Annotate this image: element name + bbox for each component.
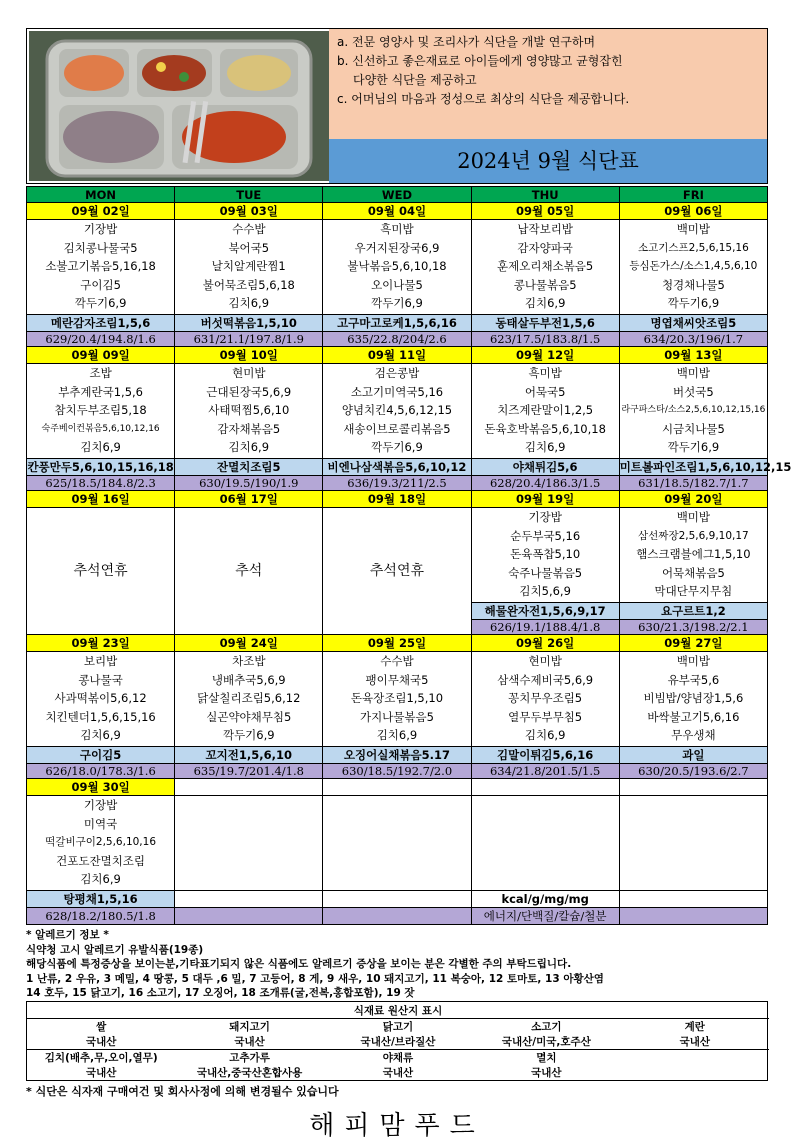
dish-item: 숙주베이컨볶음5,6,10,12,16	[41, 423, 160, 434]
dish-item: 흑미밥	[528, 366, 562, 380]
allergy-info	[26, 928, 768, 1001]
side-dish-cell: 김말이튀김5,6,16	[471, 747, 619, 764]
dish-item: 보리밥	[83, 654, 118, 668]
dish-item: 김치6,9	[376, 728, 418, 742]
page-title: 2024년 9월 식단표	[329, 139, 767, 183]
day-header-tue: TUE	[175, 187, 323, 203]
date-cell: 09월 25일	[323, 635, 471, 652]
dish-item: 등심돈가스/소스1,4,5,6,10	[629, 260, 758, 272]
dish-item: 건포도잔멸치조림	[56, 853, 146, 868]
dish-item: 현미밥	[528, 654, 562, 668]
nutrition-cell: 636/19.3/211/2.5	[323, 476, 471, 491]
dish-item: 김치6,9	[524, 728, 566, 742]
origin-table-box	[26, 1001, 768, 1081]
menu-cell	[27, 652, 175, 747]
dish-item: 근대된장국5,6,9	[206, 384, 292, 399]
allergy-heading: * 알레르기 정보 *	[26, 929, 109, 941]
intro-line-a: a. 전문 영양사 및 조리사가 식단을 개발 연구하며	[337, 35, 596, 49]
date-cell: 09월 18일	[323, 491, 471, 508]
side-dish-cell: 탕평채1,5,16	[27, 891, 175, 908]
date-cell: 09월 16일	[27, 491, 175, 508]
dish-item: 떡갈비구이2,5,6,10,16	[45, 836, 157, 848]
side-dish-cell: 과일	[619, 747, 767, 764]
dish-item: 훈제오리채소볶음5	[497, 259, 594, 273]
allergy-line-2: 해당식품에 특정증상을 보이는분,기타표기되지 않은 식품에도 알레르기 증상을 보이는 분은 각별한 주의 부탁드립니다.	[26, 958, 572, 970]
date-cell: 09월 12일	[471, 347, 619, 364]
side-dish-cell: 오징어실채볶음5.17	[323, 747, 471, 764]
menu-cell	[619, 364, 767, 459]
dish-item: 닭살칠리조림5,6,12	[197, 691, 301, 705]
side-dish-cell: 요구르트1,2	[619, 603, 767, 620]
dish-item: 소고기미역국5,16	[350, 384, 444, 399]
origin-value: 국내산	[85, 1066, 117, 1079]
intro-line-b: b. 신선하고 좋은재료로 아이들에게 영양많고 균형잡힌	[337, 54, 623, 68]
allergy-line-3: 1 난류, 2 우유, 3 메밀, 4 땅콩, 5 대두 ,6 밀, 7 고등어, 8 게, 9 새우, 10 돼지고기, 11 복숭아, 12 토마토, 13 아황산염	[26, 972, 604, 985]
origin-value: 국내산	[382, 1066, 414, 1079]
origin-item: 멸치	[472, 1049, 620, 1065]
dish-item: 유부국5,6	[667, 672, 720, 687]
dish-item: 우거지된장국6,9	[354, 240, 440, 255]
side-dish-cell: 버섯떡볶음1,5,10	[175, 315, 323, 332]
menu-cell	[619, 220, 767, 315]
origin-caption: 식재료 원산지 표시	[353, 1004, 443, 1017]
dish-item: 검은콩밥	[374, 366, 420, 380]
empty-cell	[175, 908, 323, 925]
origin-item: 김치(배추,무,오이,열무)	[27, 1049, 175, 1065]
day-header-fri: FRI	[619, 187, 767, 203]
dish-item: 김치5,6,9	[519, 584, 571, 598]
side-dish-cell: 칸풍만두5,6,10,15,16,18	[27, 460, 174, 474]
origin-item	[621, 1049, 769, 1065]
dish-item: 기장밥	[83, 798, 118, 812]
dish-item: 구이김5	[80, 277, 121, 292]
dish-item: 어묵채볶음5	[661, 565, 725, 580]
nutrition-cell: 628/20.4/186.3/1.5	[471, 476, 619, 491]
side-dish-cell: 잔멸치조림5	[175, 459, 323, 476]
dish-item: 불낙볶음5,6,10,18	[347, 259, 447, 273]
dish-item: 꽁치무우조림5	[508, 691, 583, 705]
dish-item: 기장밥	[528, 510, 562, 524]
dish-item: 비빔밥/양념장1,5,6	[643, 691, 744, 705]
dish-item: 김치6,9	[228, 296, 270, 310]
dish-item: 청경채나물5	[661, 277, 725, 292]
side-dish-cell: 명엽채씨앗조림5	[619, 315, 767, 332]
nutrition-cell: 629/20.4/194.8/1.6	[27, 332, 175, 347]
dish-item: 참치두부조림5,18	[54, 403, 147, 417]
origin-item: 계란	[621, 1018, 769, 1034]
dish-item: 깍두기6,9	[667, 440, 720, 454]
side-dish-cell: 미트볼파인조림1,5,6,10,12,15	[619, 460, 792, 474]
dish-item: 수수밥	[380, 654, 414, 668]
menu-table	[26, 186, 792, 925]
menu-cell	[175, 652, 323, 747]
dish-item: 기장밥	[83, 222, 118, 236]
date-cell: 09월 24일	[175, 635, 323, 652]
empty-cell	[619, 796, 767, 891]
allergy-line-4: 14 호두, 15 닭고기, 16 소고기, 17 오징어, 18 조개류(굴,전복,홍합포함), 19 잣	[26, 987, 415, 999]
nutrition-cell: 626/19.1/188.4/1.8	[471, 620, 619, 635]
dish-item: 수수밥	[232, 222, 266, 236]
nutrition-cell: 631/18.5/182.7/1.7	[619, 476, 767, 491]
dish-item: 치즈계란말이1,2,5	[497, 403, 594, 417]
menu-cell-thu	[471, 508, 619, 603]
date-cell: 09월 09일	[27, 347, 175, 364]
origin-value: 국내산	[531, 1066, 562, 1079]
date-cell: 09월 04일	[323, 203, 471, 220]
dish-item: 열무두부무침5	[508, 709, 583, 724]
meal-tray-illustration	[29, 31, 329, 181]
origin-item: 야채류	[324, 1049, 472, 1065]
holiday-cell: 추석	[175, 508, 323, 635]
date-cell: 09월 03일	[175, 203, 323, 220]
side-dish-cell: 야채튀김5,6	[471, 459, 619, 476]
intro-line-b2: 다양한 식단을 제공하고	[353, 73, 477, 87]
side-dish-cell: 비엔나삼색볶음5,6,10,12	[323, 459, 471, 476]
menu-cell	[619, 652, 767, 747]
date-cell: 09월 30일	[27, 779, 175, 796]
dish-item: 김치6,9	[228, 440, 270, 454]
date-cell: 09월 02일	[27, 203, 175, 220]
nutrition-cell: 631/21.1/197.8/1.9	[175, 332, 323, 347]
dish-item: 감자양파국	[517, 240, 573, 255]
menu-cell	[471, 364, 619, 459]
dish-item: 미역국	[83, 816, 118, 831]
menu-cell	[323, 364, 471, 459]
date-cell: 09월 20일	[619, 491, 767, 508]
empty-cell	[175, 796, 323, 891]
dish-item: 바싹불고기5,6,16	[647, 709, 740, 724]
origin-item: 고추가루	[175, 1049, 323, 1065]
dish-item: 냉배추국5,6,9	[211, 672, 286, 687]
dish-item: 사과떡볶이5,6,12	[54, 691, 147, 705]
origin-value: 국내산	[679, 1035, 710, 1048]
dish-item: 막대단무지무침	[654, 584, 733, 598]
date-cell: 09월 11일	[323, 347, 471, 364]
nutrition-cell: 630/20.5/193.6/2.7	[619, 764, 767, 779]
menu-cell	[175, 364, 323, 459]
dish-item: 깍두기6,9	[667, 296, 720, 310]
dish-item: 납작보리밥	[517, 222, 573, 236]
side-dish-cell: 고구마고로케1,5,6,16	[323, 315, 471, 332]
dish-item: 돈육폭찹5,10	[510, 547, 581, 561]
nutrition-cell: 630/18.5/192.7/2.0	[323, 764, 471, 779]
dish-item: 백미밥	[676, 510, 711, 524]
empty-cell	[175, 891, 323, 908]
dish-item: 김치6,9	[80, 440, 121, 454]
origin-item: 닭고기	[324, 1018, 472, 1034]
date-cell: 09월 06일	[619, 203, 767, 220]
dish-item: 삼선짜장2,5,6,9,10,17	[638, 529, 749, 542]
dish-item: 백미밥	[676, 222, 711, 236]
nutrition-cell: 635/19.7/201.4/1.8	[175, 764, 323, 779]
empty-cell	[323, 908, 471, 925]
dish-item: 부추계란국1,5,6	[58, 384, 143, 399]
notice: * 식단은 식자재 구매여건 및 회사사정에 의해 변경될수 있습니다	[26, 1084, 339, 1098]
dish-item: 김치콩나물국5	[63, 240, 138, 255]
dish-item: 흑미밥	[380, 222, 414, 236]
menu-cell	[27, 220, 175, 315]
dish-item: 깍두기6,9	[371, 296, 423, 310]
origin-table	[27, 1003, 769, 1080]
date-cell: 09월 05일	[471, 203, 619, 220]
side-dish-cell: 꼬지전1,5,6,10	[175, 747, 323, 764]
menu-cell	[471, 652, 619, 747]
dish-item: 소고기스프2,5,6,15,16	[637, 241, 749, 254]
empty-cell	[323, 796, 471, 891]
dish-item: 콩나물볶음5	[513, 277, 577, 292]
nutrition-unit-label: kcal/g/mg/mg	[471, 891, 619, 908]
dish-item: 숙주나물볶음5	[508, 565, 583, 580]
dish-item: 깍두기6,9	[74, 296, 127, 310]
origin-item: 쌀	[27, 1018, 175, 1034]
dish-item: 불어묵조림5,6,18	[202, 277, 295, 292]
dish-item: 가지나물볶음5	[359, 709, 434, 724]
dish-item: 사태떡찜5,6,10	[208, 403, 290, 417]
dish-item: 실곤약야채무침5	[206, 709, 292, 724]
company-name: 해피맘푸드	[309, 1110, 485, 1141]
dish-item: 백미밥	[676, 366, 711, 380]
origin-value: 국내산,중국산혼합사용	[196, 1066, 303, 1079]
meal-tray-photo	[29, 31, 329, 181]
origin-value: 국내산/미국,호주산	[501, 1035, 591, 1048]
dish-item: 무우생채	[671, 728, 716, 742]
side-dish-cell: 해물완자전1,5,6,9,17	[471, 603, 619, 620]
dish-item: 북어국5	[228, 240, 270, 255]
dish-item: 감자채볶음5	[217, 421, 281, 436]
date-cell: 09월 13일	[619, 347, 767, 364]
menu-cell	[323, 220, 471, 315]
date-cell: 06월 17일	[175, 491, 323, 508]
dish-item: 김치6,9	[80, 728, 121, 742]
dish-item: 라구파스타/소스2,5,6,10,12,15,16	[621, 405, 766, 415]
empty-cell	[471, 779, 619, 796]
empty-cell	[619, 779, 767, 796]
dish-item: 순두부국5,16	[510, 528, 581, 543]
dish-item: 오이나물5	[371, 277, 423, 292]
menu-cell	[175, 220, 323, 315]
empty-cell	[175, 779, 323, 796]
side-dish-cell: 메란감자조림1,5,6	[27, 315, 175, 332]
menu-cell	[471, 220, 619, 315]
dish-item: 김치6,9	[524, 440, 566, 454]
empty-cell	[323, 891, 471, 908]
day-header-mon: MON	[27, 187, 175, 203]
side-dish-cell: 동태살두부전1,5,6	[471, 315, 619, 332]
day-header-thu: THU	[471, 187, 619, 203]
intro-line-c: c. 어머님의 마음과 정성으로 최상의 식단을 제공합니다.	[337, 92, 630, 106]
nutrition-cell: 635/22.8/204/2.6	[323, 332, 471, 347]
date-cell: 09월 23일	[27, 635, 175, 652]
menu-cell-fri	[619, 508, 767, 603]
intro-text	[329, 29, 767, 139]
nutrition-cell: 634/21.8/201.5/1.5	[471, 764, 619, 779]
menu-cell	[323, 652, 471, 747]
origin-item: 돼지고기	[175, 1018, 323, 1034]
holiday-cell: 추석연휴	[323, 508, 471, 635]
menu-cell	[27, 796, 175, 891]
dish-item: 치킨텐더1,5,6,15,16	[45, 709, 156, 724]
page	[26, 28, 792, 1142]
menu-cell	[27, 364, 175, 459]
nutrition-cell: 630/21.3/198.2/2.1	[619, 620, 767, 635]
origin-value	[621, 1065, 769, 1080]
dish-item: 어묵국5	[524, 384, 566, 399]
dish-item: 김치6,9	[524, 296, 566, 310]
nutrition-cell: 628/18.2/180.5/1.8	[27, 908, 175, 925]
nutrition-cell: 623/17.5/183.8/1.5	[471, 332, 619, 347]
dish-item: 콩나물국	[78, 672, 123, 687]
empty-cell	[471, 796, 619, 891]
dish-item: 팽이무채국5	[365, 672, 429, 687]
date-cell: 09월 19일	[471, 491, 619, 508]
dish-item: 깍두기6,9	[222, 728, 275, 742]
dish-item: 양념치킨4,5,6,12,15	[341, 403, 453, 417]
nutrition-cell: 634/20.3/196/1.7	[619, 332, 767, 347]
dish-item: 새송이브로콜리볶음5	[343, 421, 451, 436]
dish-item: 돈육장조림1,5,10	[350, 691, 444, 705]
date-cell: 09월 26일	[471, 635, 619, 652]
origin-value: 국내산	[85, 1035, 117, 1048]
header	[26, 28, 768, 184]
origin-value: 국내산	[234, 1035, 265, 1048]
dish-item: 버섯국5	[673, 384, 714, 399]
date-cell: 09월 27일	[619, 635, 767, 652]
dish-item: 시금치나물5	[661, 421, 725, 436]
nutrition-cell: 626/18.0/178.3/1.6	[27, 764, 175, 779]
dish-item: 조밥	[89, 366, 112, 380]
empty-cell	[619, 908, 767, 925]
nutrition-cell: 630/19.5/190/1.9	[175, 476, 323, 491]
dish-item: 삼색수제비국5,6,9	[497, 672, 594, 687]
origin-value: 국내산/브라질산	[360, 1035, 436, 1048]
holiday-cell: 추석연휴	[27, 508, 175, 635]
day-header-wed: WED	[323, 187, 471, 203]
origin-item: 소고기	[472, 1018, 620, 1034]
dish-item: 돈육호박볶음5,6,10,18	[484, 421, 606, 436]
dish-item: 햄스크램블에그1,5,10	[636, 547, 751, 561]
side-dish-cell: 구이김5	[27, 747, 175, 764]
nutrition-cell: 625/18.5/184.8/2.3	[27, 476, 175, 491]
empty-cell	[619, 891, 767, 908]
dish-item: 김치6,9	[80, 872, 121, 886]
dish-item: 날치알계란찜1	[211, 259, 286, 273]
date-cell: 09월 10일	[175, 347, 323, 364]
dish-item: 차조밥	[232, 654, 266, 668]
dish-item: 현미밥	[232, 366, 266, 380]
empty-cell	[323, 779, 471, 796]
allergy-line-1: 식약청 고시 알레르기 유발식품(19종)	[26, 943, 204, 956]
dish-item: 소불고기볶음5,16,18	[45, 259, 156, 273]
nutrition-unit-desc: 에너지/단백질/칼슘/철분	[471, 908, 619, 925]
dish-item: 깍두기6,9	[371, 440, 423, 454]
dish-item: 백미밥	[676, 654, 711, 668]
